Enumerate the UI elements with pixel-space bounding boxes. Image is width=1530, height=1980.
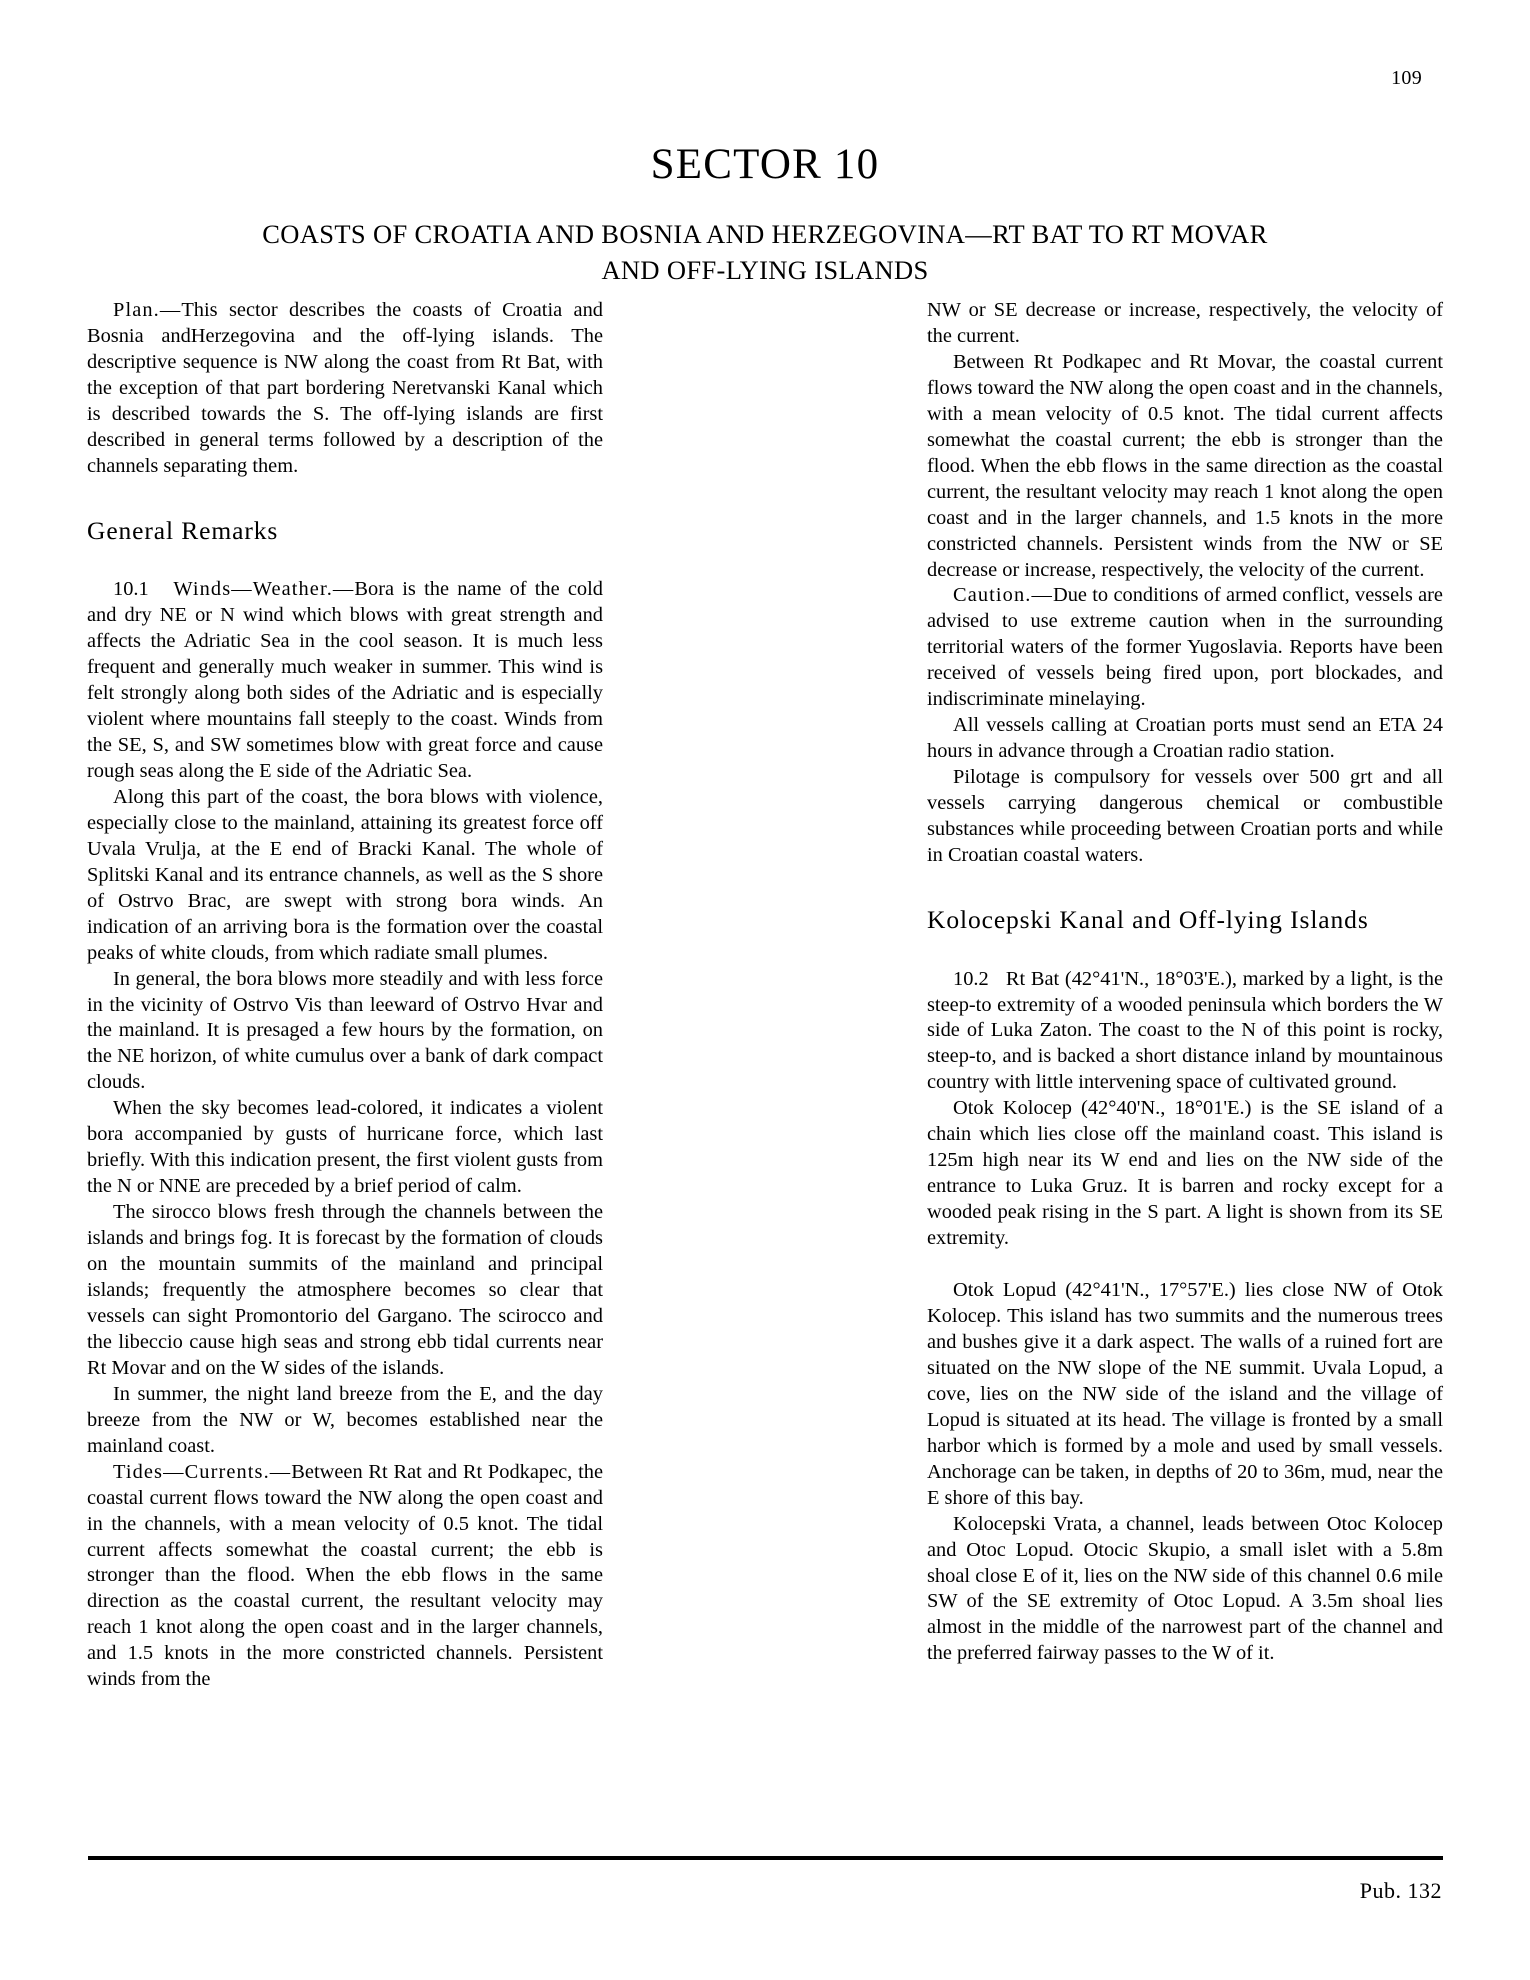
paragraph-10-1 xyxy=(87,577,603,785)
runin-caution: Caution.— xyxy=(953,584,1053,607)
paragraph-plan-body: This sector describes the coasts of Croatia and Bosnia andHerzegovina and the off-lying islands. The descriptive sequence is NW along the coast from Rt Bat, with the exception of that part bordering Neretvanski Kanal which is described towards the S. The off-lying islands are first described in general terms followed by a description of the channels separating them. xyxy=(87,299,603,477)
paragraph-right-4: All vessels calling at Croatian ports must send an ETA 24 hours in advance through a Croatian radio station. xyxy=(927,714,1443,763)
spacer xyxy=(927,869,1443,905)
paragraph-right-1: NW or SE decrease or increase, respectively, the velocity of the current. xyxy=(927,299,1443,347)
heading-kolocepski-kanal: Kolocepski Kanal and Off-lying Islands xyxy=(927,904,1369,934)
paragraph-right-2: Between Rt Podkapec and Rt Movar, the coastal current flows toward the NW along the open coast and in the channels, with a mean velocity of 0.5 knot. The tidal current affects somewhat the coastal current; the ebb is stronger than the flood. When the ebb flows in the same direction as the coastal current, the resultant velocity may reach 1 knot along the open coast and in the larger channels, and 1.5 knots in the more constricted channels. Persistent winds from the NW or SE decrease or increase, respectively, the velocity of the current. xyxy=(927,350,1443,581)
runin-plan: Plan.— xyxy=(113,299,182,321)
body-columns xyxy=(87,298,1443,1693)
spacer xyxy=(927,936,1443,967)
paragraph-tides-currents xyxy=(87,1460,603,1694)
document-title-line-1: COASTS OF CROATIA AND BOSNIA AND HERZEGOVINA—RT BAT TO RT MOVAR xyxy=(262,219,1268,249)
paragraph-left-5: The sirocco blows fresh through the channels between the islands and brings fog. It is forecast by the formation of clouds on the mountain summits of the mainland and principal islands; frequently the atmosphere becomes so clear that vessels can sight Promontorio del Gargano. The scirocco and the libeccio cause high seas and strong ebb tidal currents near Rt Movar and on the W sides of the islands. xyxy=(87,1201,603,1379)
heading-general-remarks: General Remarks xyxy=(87,515,279,545)
paragraph-10-2 xyxy=(927,967,1443,1097)
spacer xyxy=(87,546,603,577)
paragraph-otok-lopud: Otok Lopud (42°41'N., 17°57'E.) lies close NW of Otok Kolocep. This island has two summits and the numerous trees and bushes give it a dark aspect. The walls of a ruined fort are situated on the NW slope of the NE summit. Uvala Lopud, a cove, lies on the NW side of the island and the village of Lopud is situated at its head. The village is fronted by a small harbor which is formed by a mole and used by small vessels. Anchorage can be taken, in depths of 20 to 36m, mud, near the E shore of this bay. xyxy=(927,1279,1443,1509)
paragraph-otok-kolocep: Otok Kolocep (42°40'N., 18°01'E.) is the SE island of a chain which lies close off the mainland coast. This island is 125m high near its W end and lies on the NW side of the entrance to Luka Gruz. It is barren and rocky except for a wooded peak rising in the S part. A light is shown from its SE extremity. xyxy=(927,1097,1443,1250)
paragraph-caution-body: Due to conditions of armed conflict, vessels are advised to use extreme caution when in the surrounding territorial waters of the former Yugoslavia. Reports have been received of vessels being fired upon, port blockades, and indiscriminate minelaying. xyxy=(927,584,1443,711)
paragraph-plan xyxy=(87,298,603,480)
paragraph-caution xyxy=(927,583,1443,713)
paragraph-left-6: In summer, the night land breeze from the E, and the day breeze from the NW or W, becomes established near the mainland coast. xyxy=(87,1382,603,1457)
paragraph-10-1-body: Bora is the name of the cold and dry NE or N wind which blows with great strength and affects the Adriatic Sea in the cool season. It is much less frequent and generally much weaker in summer. This wind is felt strongly along both sides of the Adriatic and is especially violent where mountains fall steeply to the coast. Winds from the SE, S, and SW sometimes blow with great force and cause rough seas along the E side of the Adriatic Sea. xyxy=(87,578,603,782)
spacer xyxy=(87,480,603,516)
document-title xyxy=(160,217,1370,288)
paragraph-kolocepski-vrata: Kolocepski Vrata, a channel, leads between Otoc Kolocep and Otoc Lopud. Otocic Skupio, a small islet with a 5.8m shoal close E of it, lies on the NW side of this channel 0.6 mile SW of the SE extremity of Otoc Lopud. A 3.5m shoal lies almost in the middle of the narrowest part of the channel and the preferred fairway passes to the W of it. xyxy=(927,1512,1443,1665)
paragraph-number-10-1: 10.1 xyxy=(113,578,149,601)
page-number: 109 xyxy=(1391,67,1422,89)
right-column xyxy=(927,298,1443,1693)
left-column xyxy=(87,298,603,1693)
paragraph-10-2-body: Rt Bat (42°41'N., 18°03'E.), marked by a light, is the steep-to extremity of a wooded peninsula which borders the W side of Luka Zaton. The coast to the N of this point is rocky, steep-to, and is backed a short distance inland by mountainous country with little intervening space of cultivated ground. xyxy=(927,967,1443,1094)
paragraph-number-10-2: 10.2 xyxy=(953,967,989,990)
footer-publication: Pub. 132 xyxy=(1359,1878,1442,1903)
sector-title: SECTOR 10 xyxy=(650,141,880,188)
runin-winds-weather: Winds—Weather.— xyxy=(173,578,355,601)
paragraph-right-5: Pilotage is compulsory for vessels over 500 grt and all vessels carrying dangerous chemical or combustible substances while proceeding between Croatian ports and while in Croatian coastal waters. xyxy=(927,766,1443,867)
runin-tides-currents: Tides—Currents.— xyxy=(113,1460,292,1483)
footer-divider xyxy=(88,1856,1443,1860)
document-title-line-2: AND OFF-LYING ISLANDS xyxy=(601,254,929,285)
paragraph-left-4: When the sky becomes lead-colored, it indicates a violent bora accompanied by gusts of hurricane force, which last briefly. With this indication present, the first violent gusts from the N or NNE are preceded by a brief period of calm. xyxy=(87,1097,603,1198)
paragraph-tides-currents-body: Between Rt Rat and Rt Podkapec, the coastal current flows toward the NW along the open coast and in the channels, with a mean velocity of 0.5 knot. The tidal current affects somewhat the coastal current; the ebb is stronger than the flood. When the ebb flows in the same direction as the coastal current, the resultant velocity may reach 1 knot along the open coast and in the larger channels, and 1.5 knots in the more constricted channels. Persistent winds from the xyxy=(87,1460,603,1691)
paragraph-left-2: Along this part of the coast, the bora blows with violence, especially close to the mainland, attaining its greatest force off Uvala Vrulja, at the E end of Bracki Kanal. The whole of Splitski Kanal and its entrance channels, as well as the S shore of Ostrvo Brac, are swept with strong bora winds. An indication of an arriving bora is the formation over the coastal peaks of white clouds, from which radiate small plumes. xyxy=(87,785,603,964)
paragraph-left-3: In general, the bora blows more steadily and with less force in the vicinity of Ostrvo Vis than leeward of Ostrvo Hvar and the mainland. It is presaged a few hours by the formation, on the NE horizon, of white cumulus over a bank of dark compact clouds. xyxy=(87,967,603,1094)
